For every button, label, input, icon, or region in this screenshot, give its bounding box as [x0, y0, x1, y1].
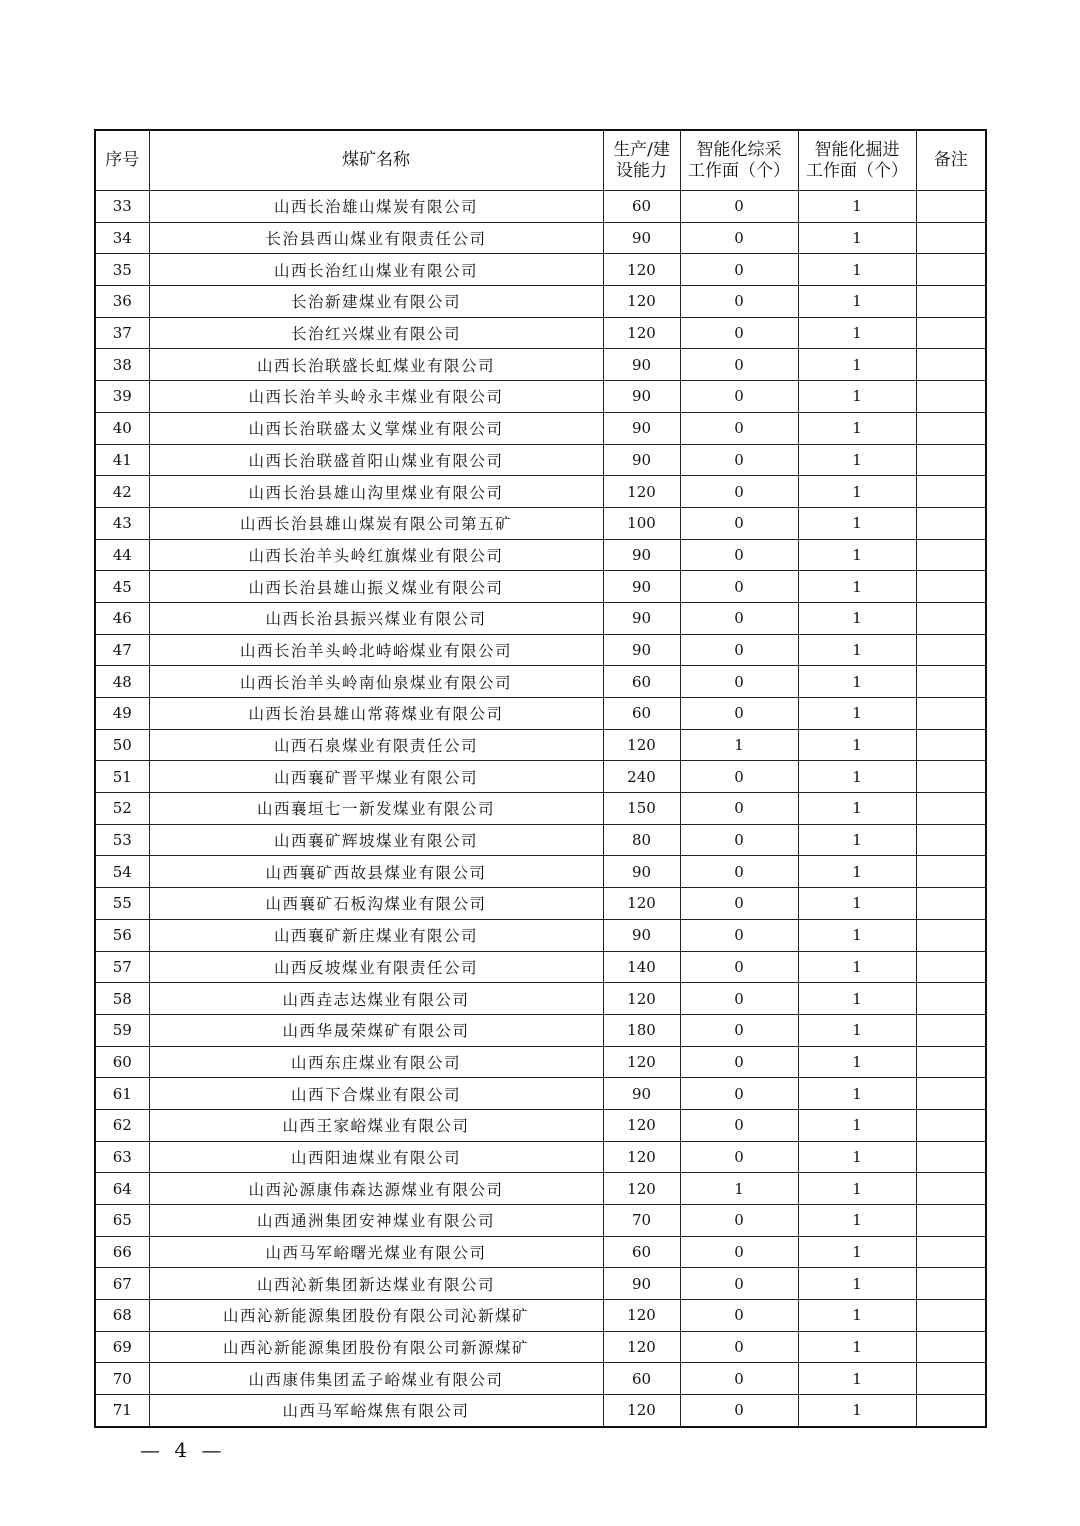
smart-tunneling-cell: 1	[798, 1331, 916, 1363]
remark-cell	[916, 1268, 986, 1300]
smart-mining-cell: 0	[680, 1046, 798, 1078]
smart-mining-cell: 0	[680, 824, 798, 856]
capacity-cell: 90	[603, 222, 680, 254]
capacity-cell: 120	[603, 983, 680, 1015]
row-no-cell: 67	[95, 1268, 149, 1300]
remark-cell	[916, 412, 986, 444]
smart-tunneling-cell: 1	[798, 698, 916, 730]
smart-mining-cell: 0	[680, 951, 798, 983]
remark-cell	[916, 1395, 986, 1427]
smart-mining-cell: 0	[680, 1363, 798, 1395]
smart-tunneling-cell: 1	[798, 951, 916, 983]
table-row	[95, 191, 986, 223]
smart-tunneling-cell: 1	[798, 254, 916, 286]
smart-mining-cell: 0	[680, 856, 798, 888]
capacity-cell: 120	[603, 1109, 680, 1141]
mine-name-cell: 山西长治县雄山振义煤业有限公司	[149, 571, 603, 603]
mine-name-cell: 山西长治雄山煤炭有限公司	[149, 191, 603, 223]
table-row	[95, 1300, 986, 1332]
capacity-cell: 120	[603, 1395, 680, 1427]
header-smart-tunneling-faces: 智能化掘进 工作面（个）	[798, 130, 916, 191]
remark-cell	[916, 1109, 986, 1141]
row-no-cell: 61	[95, 1078, 149, 1110]
smart-mining-cell: 0	[680, 1014, 798, 1046]
capacity-cell: 90	[603, 412, 680, 444]
remark-cell	[916, 1331, 986, 1363]
mine-name-cell: 山西垚志达煤业有限公司	[149, 983, 603, 1015]
smart-mining-cell: 0	[680, 1109, 798, 1141]
smart-mining-cell: 0	[680, 761, 798, 793]
remark-cell	[916, 1205, 986, 1237]
table-row	[95, 539, 986, 571]
smart-mining-cell: 0	[680, 1331, 798, 1363]
capacity-cell: 90	[603, 919, 680, 951]
table-row	[95, 349, 986, 381]
table-row	[95, 286, 986, 318]
page-number: — 4 —	[140, 1438, 226, 1462]
mine-name-cell: 山西长治羊头岭永丰煤业有限公司	[149, 381, 603, 413]
capacity-cell: 90	[603, 381, 680, 413]
smart-tunneling-cell: 1	[798, 1205, 916, 1237]
mine-name-cell: 山西长治羊头岭北峙峪煤业有限公司	[149, 634, 603, 666]
smart-tunneling-cell: 1	[798, 571, 916, 603]
smart-mining-cell: 1	[680, 1173, 798, 1205]
row-no-cell: 64	[95, 1173, 149, 1205]
mine-name-cell: 山西阳迪煤业有限公司	[149, 1141, 603, 1173]
table-row	[95, 1173, 986, 1205]
row-no-cell: 34	[95, 222, 149, 254]
capacity-cell: 120	[603, 888, 680, 920]
smart-mining-cell: 0	[680, 191, 798, 223]
table-row	[95, 602, 986, 634]
row-no-cell: 53	[95, 824, 149, 856]
row-no-cell: 51	[95, 761, 149, 793]
capacity-cell: 120	[603, 317, 680, 349]
smart-mining-cell: 0	[680, 983, 798, 1015]
remark-cell	[916, 317, 986, 349]
remark-cell	[916, 1300, 986, 1332]
smart-tunneling-cell: 1	[798, 1046, 916, 1078]
capacity-cell: 120	[603, 254, 680, 286]
capacity-cell: 100	[603, 507, 680, 539]
capacity-cell: 90	[603, 571, 680, 603]
remark-cell	[916, 761, 986, 793]
remark-cell	[916, 888, 986, 920]
smart-tunneling-cell: 1	[798, 476, 916, 508]
table-row	[95, 317, 986, 349]
mine-name-cell: 山西长治县振兴煤业有限公司	[149, 602, 603, 634]
mine-name-cell: 山西王家峪煤业有限公司	[149, 1109, 603, 1141]
row-no-cell: 59	[95, 1014, 149, 1046]
smart-tunneling-cell: 1	[798, 381, 916, 413]
smart-mining-cell: 0	[680, 1078, 798, 1110]
capacity-cell: 70	[603, 1205, 680, 1237]
table-header-row	[95, 130, 986, 191]
coal-mine-table	[94, 129, 987, 1428]
smart-tunneling-cell: 1	[798, 286, 916, 318]
capacity-cell: 60	[603, 698, 680, 730]
smart-mining-cell: 0	[680, 317, 798, 349]
smart-mining-cell: 0	[680, 1236, 798, 1268]
mine-name-cell: 山西襄矿西故县煤业有限公司	[149, 856, 603, 888]
mine-name-cell: 山西长治羊头岭南仙泉煤业有限公司	[149, 666, 603, 698]
table-row	[95, 1363, 986, 1395]
table-row	[95, 1268, 986, 1300]
mine-name-cell: 山西长治联盛长虹煤业有限公司	[149, 349, 603, 381]
smart-mining-cell: 1	[680, 729, 798, 761]
coal-mine-table-container	[94, 129, 985, 1428]
mine-name-cell: 山西长治联盛首阳山煤业有限公司	[149, 444, 603, 476]
mine-name-cell: 山西襄矿新庄煤业有限公司	[149, 919, 603, 951]
row-no-cell: 45	[95, 571, 149, 603]
mine-name-cell: 山西长治联盛太义掌煤业有限公司	[149, 412, 603, 444]
capacity-cell: 120	[603, 476, 680, 508]
row-no-cell: 65	[95, 1205, 149, 1237]
capacity-cell: 120	[603, 1173, 680, 1205]
smart-mining-cell: 0	[680, 698, 798, 730]
capacity-cell: 90	[603, 539, 680, 571]
smart-mining-cell: 0	[680, 444, 798, 476]
row-no-cell: 48	[95, 666, 149, 698]
mine-name-cell: 山西沁新能源集团股份有限公司沁新煤矿	[149, 1300, 603, 1332]
smart-mining-cell: 0	[680, 1395, 798, 1427]
table-row	[95, 634, 986, 666]
smart-mining-cell: 0	[680, 571, 798, 603]
remark-cell	[916, 824, 986, 856]
mine-name-cell: 山西沁新集团新达煤业有限公司	[149, 1268, 603, 1300]
header-remark: 备注	[916, 130, 986, 191]
row-no-cell: 40	[95, 412, 149, 444]
smart-tunneling-cell: 1	[798, 1268, 916, 1300]
row-no-cell: 38	[95, 349, 149, 381]
mine-name-cell: 山西长治红山煤业有限公司	[149, 254, 603, 286]
smart-mining-cell: 0	[680, 919, 798, 951]
mine-name-cell: 长治红兴煤业有限公司	[149, 317, 603, 349]
capacity-cell: 60	[603, 1236, 680, 1268]
remark-cell	[916, 1141, 986, 1173]
table-row	[95, 919, 986, 951]
mine-name-cell: 山西康伟集团孟子峪煤业有限公司	[149, 1363, 603, 1395]
header-smart-mining-faces: 智能化综采 工作面（个）	[680, 130, 798, 191]
table-row	[95, 793, 986, 825]
row-no-cell: 66	[95, 1236, 149, 1268]
smart-tunneling-cell: 1	[798, 412, 916, 444]
remark-cell	[916, 1014, 986, 1046]
mine-name-cell: 山西襄矿石板沟煤业有限公司	[149, 888, 603, 920]
smart-tunneling-cell: 1	[798, 507, 916, 539]
remark-cell	[916, 793, 986, 825]
row-no-cell: 41	[95, 444, 149, 476]
mine-name-cell: 山西东庄煤业有限公司	[149, 1046, 603, 1078]
mine-name-cell: 山西沁源康伟森达源煤业有限公司	[149, 1173, 603, 1205]
remark-cell	[916, 602, 986, 634]
table-row	[95, 1078, 986, 1110]
smart-tunneling-cell: 1	[798, 1236, 916, 1268]
row-no-cell: 54	[95, 856, 149, 888]
remark-cell	[916, 349, 986, 381]
smart-mining-cell: 0	[680, 222, 798, 254]
smart-tunneling-cell: 1	[798, 1300, 916, 1332]
smart-mining-cell: 0	[680, 381, 798, 413]
smart-mining-cell: 0	[680, 286, 798, 318]
row-no-cell: 71	[95, 1395, 149, 1427]
smart-mining-cell: 0	[680, 254, 798, 286]
smart-mining-cell: 0	[680, 793, 798, 825]
capacity-cell: 60	[603, 1363, 680, 1395]
smart-tunneling-cell: 1	[798, 983, 916, 1015]
row-no-cell: 35	[95, 254, 149, 286]
table-row	[95, 507, 986, 539]
smart-tunneling-cell: 1	[798, 793, 916, 825]
mine-name-cell: 长治县西山煤业有限责任公司	[149, 222, 603, 254]
smart-mining-cell: 0	[680, 539, 798, 571]
remark-cell	[916, 729, 986, 761]
remark-cell	[916, 919, 986, 951]
remark-cell	[916, 476, 986, 508]
smart-tunneling-cell: 1	[798, 539, 916, 571]
smart-mining-cell: 0	[680, 412, 798, 444]
row-no-cell: 68	[95, 1300, 149, 1332]
smart-tunneling-cell: 1	[798, 634, 916, 666]
table-row	[95, 412, 986, 444]
table-row	[95, 698, 986, 730]
capacity-cell: 120	[603, 286, 680, 318]
row-no-cell: 50	[95, 729, 149, 761]
capacity-cell: 120	[603, 1300, 680, 1332]
smart-mining-cell: 0	[680, 1300, 798, 1332]
row-no-cell: 55	[95, 888, 149, 920]
smart-tunneling-cell: 1	[798, 919, 916, 951]
smart-tunneling-cell: 1	[798, 191, 916, 223]
mine-name-cell: 山西下合煤业有限公司	[149, 1078, 603, 1110]
table-row	[95, 254, 986, 286]
smart-tunneling-cell: 1	[798, 824, 916, 856]
row-no-cell: 57	[95, 951, 149, 983]
capacity-cell: 120	[603, 729, 680, 761]
remark-cell	[916, 191, 986, 223]
mine-name-cell: 山西襄垣七一新发煤业有限公司	[149, 793, 603, 825]
row-no-cell: 33	[95, 191, 149, 223]
table-row	[95, 951, 986, 983]
table-row	[95, 1014, 986, 1046]
mine-name-cell: 山西马军峪煤焦有限公司	[149, 1395, 603, 1427]
remark-cell	[916, 444, 986, 476]
remark-cell	[916, 1173, 986, 1205]
mine-name-cell: 山西长治羊头岭红旗煤业有限公司	[149, 539, 603, 571]
table-row	[95, 824, 986, 856]
smart-tunneling-cell: 1	[798, 1014, 916, 1046]
mine-name-cell: 山西襄矿晋平煤业有限公司	[149, 761, 603, 793]
table-row	[95, 1109, 986, 1141]
smart-tunneling-cell: 1	[798, 729, 916, 761]
remark-cell	[916, 634, 986, 666]
mine-name-cell: 山西马军峪曙光煤业有限公司	[149, 1236, 603, 1268]
smart-tunneling-cell: 1	[798, 666, 916, 698]
capacity-cell: 140	[603, 951, 680, 983]
row-no-cell: 44	[95, 539, 149, 571]
capacity-cell: 90	[603, 602, 680, 634]
capacity-cell: 90	[603, 444, 680, 476]
smart-tunneling-cell: 1	[798, 317, 916, 349]
remark-cell	[916, 571, 986, 603]
mine-name-cell: 山西华晟荣煤矿有限公司	[149, 1014, 603, 1046]
row-no-cell: 58	[95, 983, 149, 1015]
smart-tunneling-cell: 1	[798, 761, 916, 793]
row-no-cell: 36	[95, 286, 149, 318]
smart-tunneling-cell: 1	[798, 602, 916, 634]
table-row	[95, 571, 986, 603]
table-row	[95, 888, 986, 920]
capacity-cell: 90	[603, 856, 680, 888]
smart-tunneling-cell: 1	[798, 1395, 916, 1427]
remark-cell	[916, 381, 986, 413]
smart-mining-cell: 0	[680, 602, 798, 634]
header-capacity: 生产/建 设能力	[603, 130, 680, 191]
remark-cell	[916, 1078, 986, 1110]
smart-tunneling-cell: 1	[798, 856, 916, 888]
table-row	[95, 1236, 986, 1268]
smart-tunneling-cell: 1	[798, 1173, 916, 1205]
smart-mining-cell: 0	[680, 349, 798, 381]
row-no-cell: 60	[95, 1046, 149, 1078]
header-name: 煤矿名称	[149, 130, 603, 191]
mine-name-cell: 山西石泉煤业有限责任公司	[149, 729, 603, 761]
table-row	[95, 222, 986, 254]
capacity-cell: 90	[603, 349, 680, 381]
row-no-cell: 69	[95, 1331, 149, 1363]
remark-cell	[916, 507, 986, 539]
row-no-cell: 49	[95, 698, 149, 730]
row-no-cell: 43	[95, 507, 149, 539]
smart-tunneling-cell: 1	[798, 444, 916, 476]
table-row	[95, 444, 986, 476]
capacity-cell: 120	[603, 1331, 680, 1363]
table-row	[95, 1046, 986, 1078]
smart-mining-cell: 0	[680, 507, 798, 539]
table-row	[95, 476, 986, 508]
mine-name-cell: 山西长治县雄山常蒋煤业有限公司	[149, 698, 603, 730]
table-row	[95, 1395, 986, 1427]
row-no-cell: 39	[95, 381, 149, 413]
remark-cell	[916, 666, 986, 698]
capacity-cell: 90	[603, 1268, 680, 1300]
capacity-cell: 60	[603, 191, 680, 223]
row-no-cell: 46	[95, 602, 149, 634]
table-body	[95, 191, 986, 1427]
smart-mining-cell: 0	[680, 1268, 798, 1300]
row-no-cell: 56	[95, 919, 149, 951]
mine-name-cell: 山西长治县雄山煤炭有限公司第五矿	[149, 507, 603, 539]
smart-tunneling-cell: 1	[798, 1141, 916, 1173]
smart-mining-cell: 0	[680, 888, 798, 920]
row-no-cell: 42	[95, 476, 149, 508]
smart-tunneling-cell: 1	[798, 349, 916, 381]
capacity-cell: 90	[603, 634, 680, 666]
row-no-cell: 62	[95, 1109, 149, 1141]
remark-cell	[916, 222, 986, 254]
table-row	[95, 983, 986, 1015]
remark-cell	[916, 1236, 986, 1268]
table-row	[95, 666, 986, 698]
capacity-cell: 240	[603, 761, 680, 793]
mine-name-cell: 山西反坡煤业有限责任公司	[149, 951, 603, 983]
table-row	[95, 729, 986, 761]
remark-cell	[916, 1363, 986, 1395]
row-no-cell: 63	[95, 1141, 149, 1173]
mine-name-cell: 山西长治县雄山沟里煤业有限公司	[149, 476, 603, 508]
capacity-cell: 60	[603, 666, 680, 698]
capacity-cell: 120	[603, 1141, 680, 1173]
capacity-cell: 150	[603, 793, 680, 825]
capacity-cell: 120	[603, 1046, 680, 1078]
remark-cell	[916, 254, 986, 286]
capacity-cell: 80	[603, 824, 680, 856]
table-row	[95, 761, 986, 793]
remark-cell	[916, 286, 986, 318]
mine-name-cell: 山西沁新能源集团股份有限公司新源煤矿	[149, 1331, 603, 1363]
remark-cell	[916, 983, 986, 1015]
row-no-cell: 37	[95, 317, 149, 349]
smart-tunneling-cell: 1	[798, 222, 916, 254]
row-no-cell: 70	[95, 1363, 149, 1395]
remark-cell	[916, 951, 986, 983]
mine-name-cell: 山西襄矿辉坡煤业有限公司	[149, 824, 603, 856]
row-no-cell: 47	[95, 634, 149, 666]
capacity-cell: 90	[603, 1078, 680, 1110]
remark-cell	[916, 1046, 986, 1078]
remark-cell	[916, 698, 986, 730]
table-row	[95, 856, 986, 888]
smart-mining-cell: 0	[680, 476, 798, 508]
capacity-cell: 180	[603, 1014, 680, 1046]
table-row	[95, 1141, 986, 1173]
smart-tunneling-cell: 1	[798, 888, 916, 920]
mine-name-cell: 山西通洲集团安神煤业有限公司	[149, 1205, 603, 1237]
smart-mining-cell: 0	[680, 666, 798, 698]
smart-tunneling-cell: 1	[798, 1109, 916, 1141]
smart-mining-cell: 0	[680, 634, 798, 666]
table-row	[95, 1205, 986, 1237]
table-row	[95, 381, 986, 413]
header-no: 序号	[95, 130, 149, 191]
smart-mining-cell: 0	[680, 1141, 798, 1173]
smart-mining-cell: 0	[680, 1205, 798, 1237]
remark-cell	[916, 856, 986, 888]
table-row	[95, 1331, 986, 1363]
mine-name-cell: 长治新建煤业有限公司	[149, 286, 603, 318]
smart-tunneling-cell: 1	[798, 1078, 916, 1110]
smart-tunneling-cell: 1	[798, 1363, 916, 1395]
remark-cell	[916, 539, 986, 571]
row-no-cell: 52	[95, 793, 149, 825]
